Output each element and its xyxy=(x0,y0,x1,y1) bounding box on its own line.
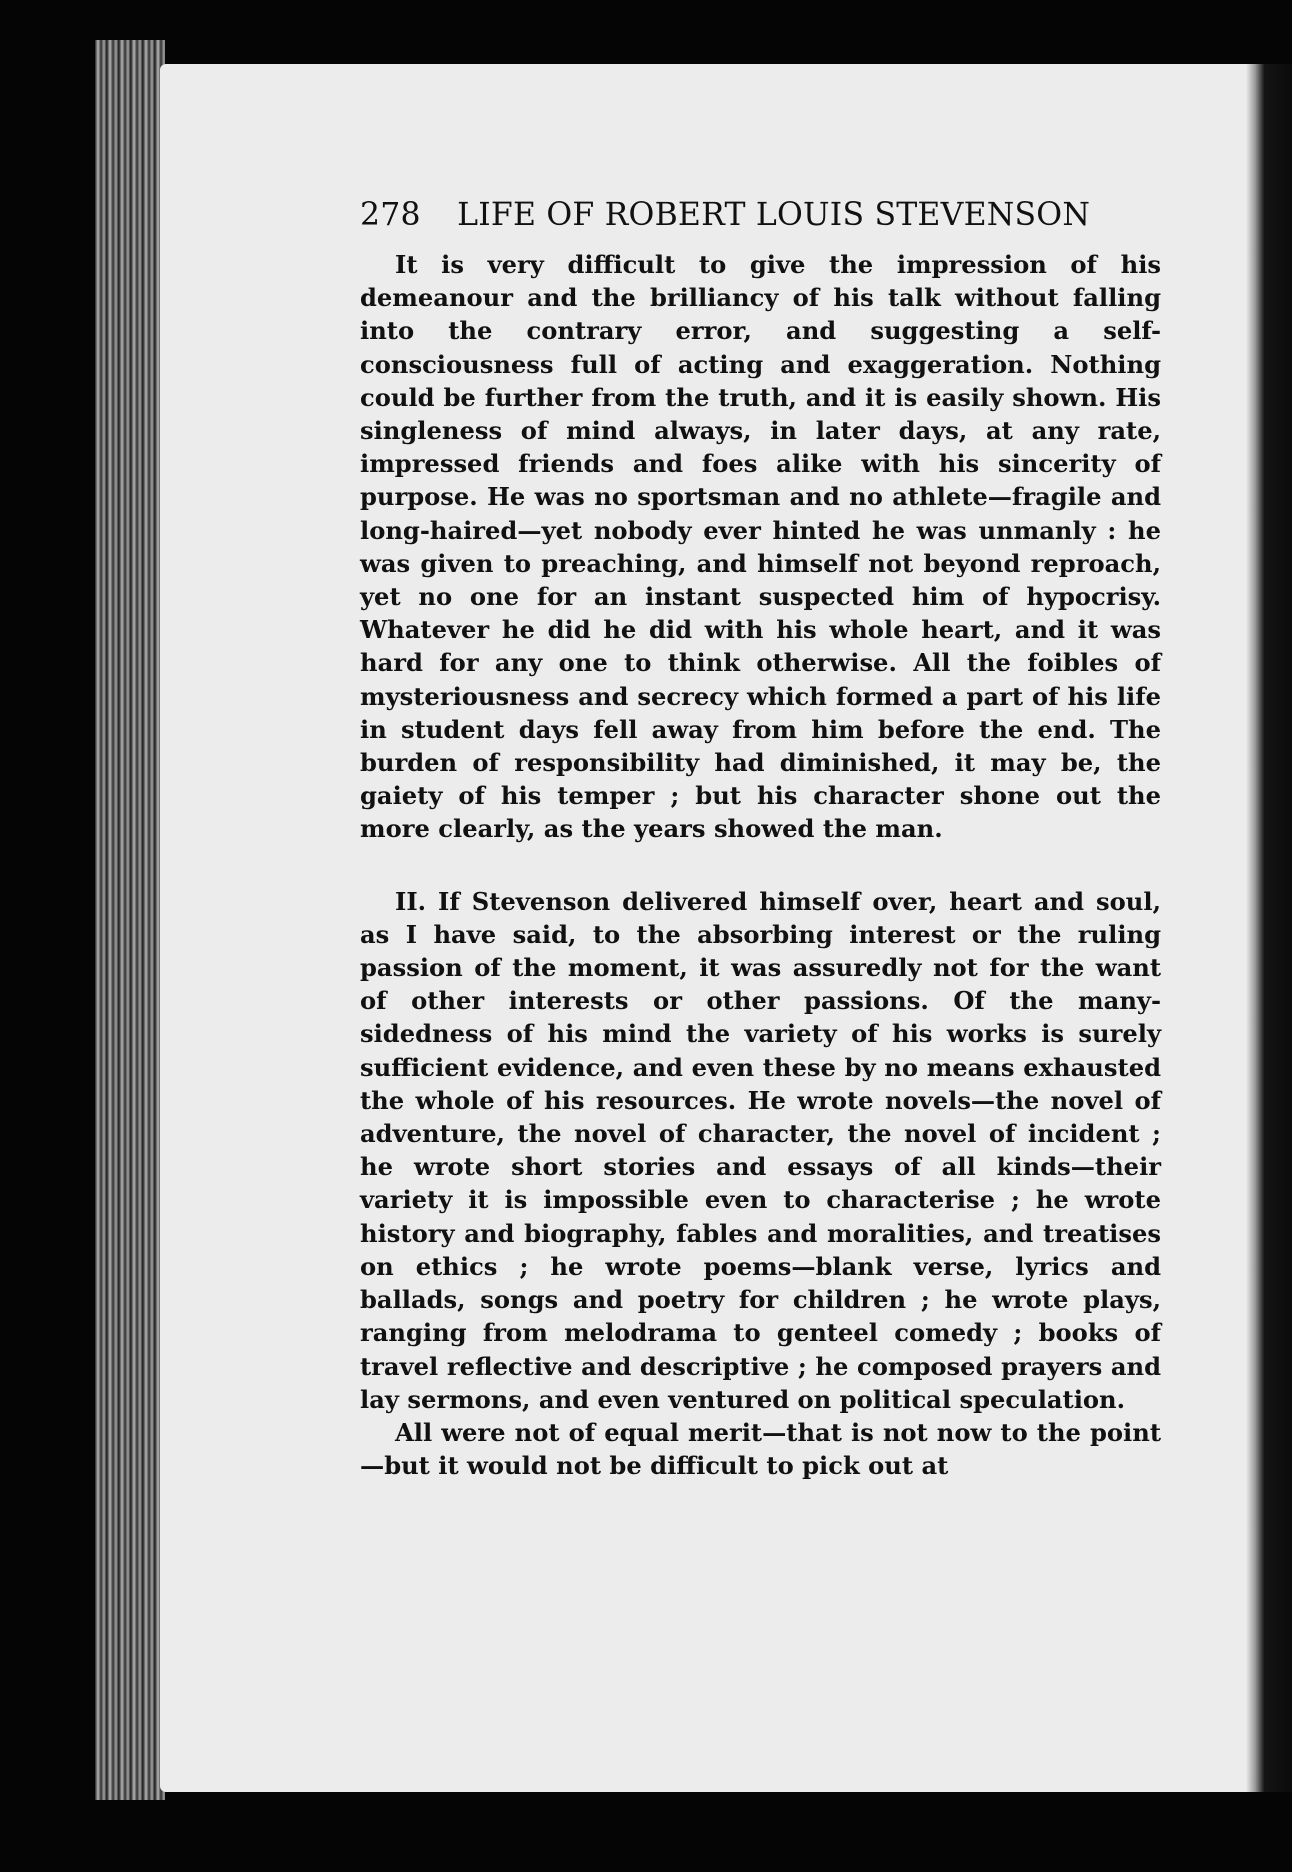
page-number: 278 xyxy=(360,197,421,233)
running-head xyxy=(360,196,1161,234)
paragraph-3: All were not of equal merit—that is not now to the point—but it would not be difficult to pick out at xyxy=(360,1417,1161,1481)
running-title: LIFE OF ROBERT LOUIS STEVENSON xyxy=(457,197,1091,233)
paragraph-2: II. If Stevenson delivered himself over, heart and soul, as I have said, to the absorbing interest or the ruling passion of the moment, it was assuredly not for the want of other interests or other passions. Of the many-sidedness of his mind the variety of his works is surely sufficient evidence, and even these by no means exhausted the whole of his resources. He wrote novels—the novel of adventure, the novel of character, the novel of incident ; he wrote short stories and essays of all kinds—their variety it is impossible even to characterise ; he wrote history and biography, fables and moralities, and treatises on ethics ; he wrote poems—blank verse, lyrics and ballads, songs and poetry for children ; he wrote plays, ranging from melodrama to genteel comedy ; books of travel reflective and descriptive ; he composed prayers and lay sermons, and even ventured on political speculation. xyxy=(360,886,1161,1414)
book-spine-edge xyxy=(95,40,165,1800)
section-gap xyxy=(360,846,1161,885)
page-text xyxy=(360,196,1161,1482)
paragraph-1: It is very difficult to give the impression of his demeanour and the brilliancy of his talk without falling into the contrary error, and suggesting a self-consciousness full of acting and exaggeration. Nothing could be further from the truth, and it is easily shown. His singleness of mind always, in later days, at any rate, impressed friends and foes alike with his sincerity of purpose. He was no sportsman and no athlete—fragile and long-haired—yet nobody ever hinted he was unmanly : he was given to preaching, and himself not beyond reproach, yet no one for an instant suspected him of hypocrisy. Whatever he did he did with his whole heart, and it was hard for any one to think otherwise. All the foibles of mysteriousness and secrecy which formed a part of his life in student days fell away from him before the end. The burden of responsibility had diminished, it may be, the gaiety of his temper ; but his character shone out the more clearly, as the years showed the man. xyxy=(360,250,1161,844)
facing-page-edge xyxy=(1246,64,1292,1792)
